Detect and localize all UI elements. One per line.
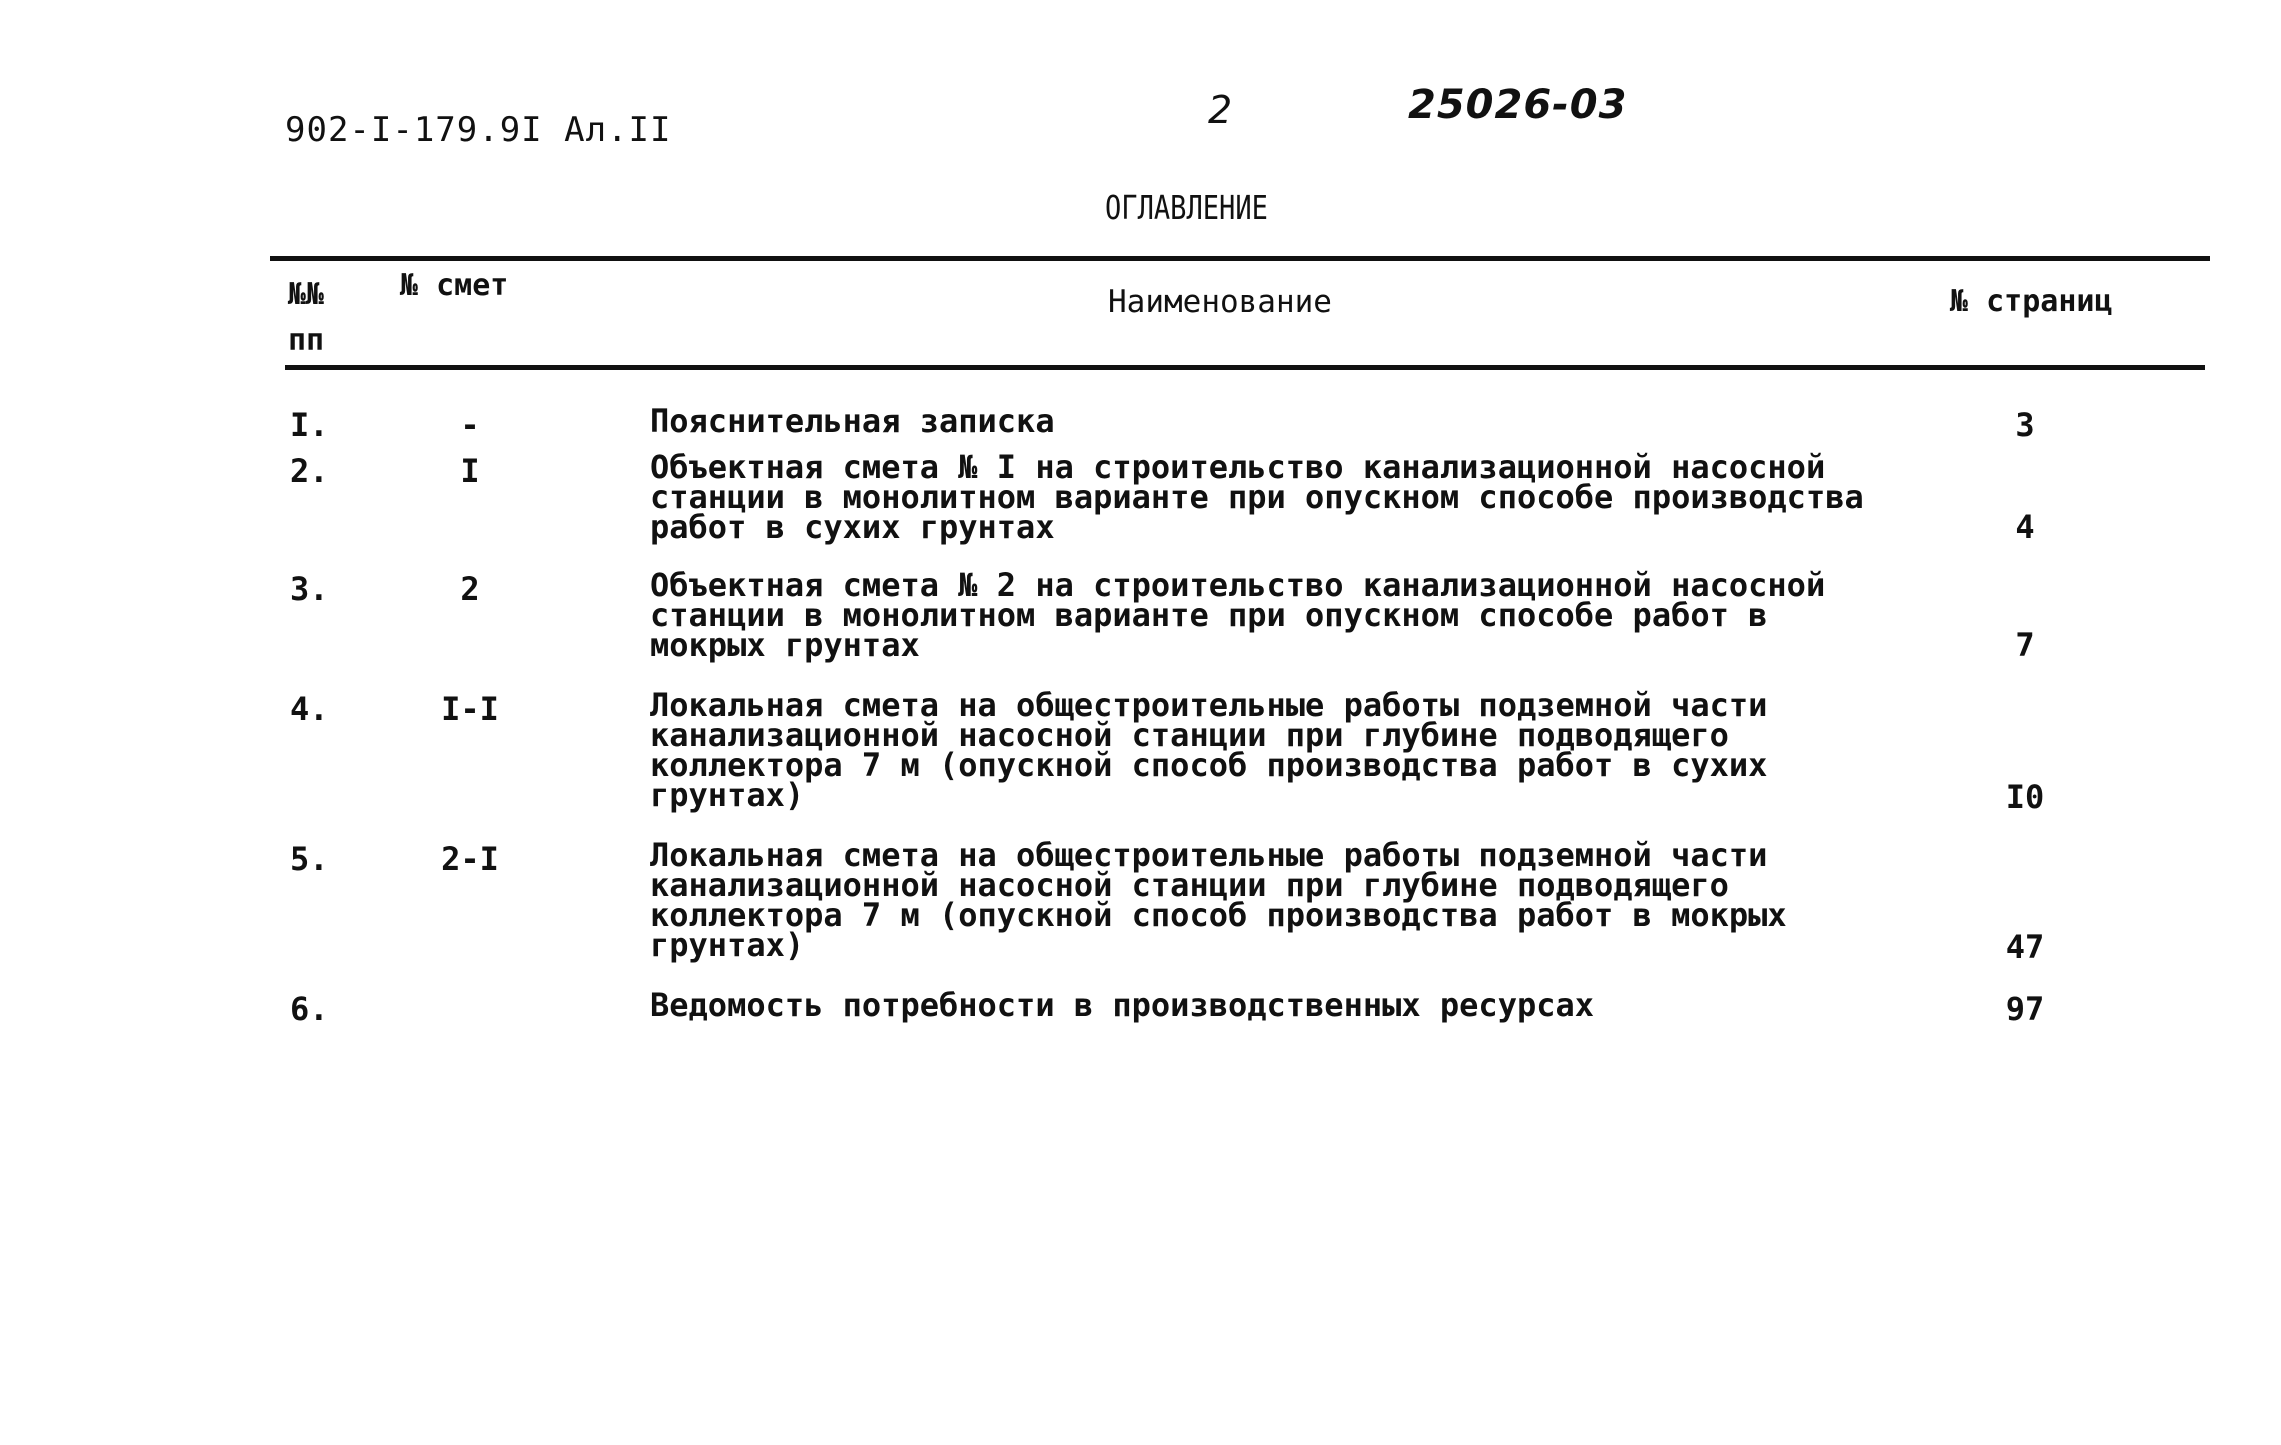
row-page: 97 (2005, 990, 2045, 1028)
row-number: I. (290, 406, 329, 444)
row-page: 7 (2015, 626, 2035, 664)
row-page: 3 (2015, 406, 2035, 444)
row-estimate: 2 (460, 570, 480, 608)
stamp-number: 25026-03 (1408, 82, 1628, 128)
row-number: 5. (290, 840, 329, 878)
row-name: Пояснительная записка (650, 402, 1055, 440)
column-header-name: Наименование (1108, 284, 1332, 320)
row-estimate: I-I (441, 690, 499, 728)
row-estimate: - (460, 406, 480, 444)
page-number: 2 (1208, 88, 1233, 132)
row-name: Ведомость потребности в производственных ресурсах (650, 986, 1595, 1024)
document-code: 902-I-179.9I Ал.II (285, 110, 672, 150)
column-header-number: №№ пп (288, 277, 325, 358)
page-title: ОГЛАВЛЕНИЕ (1105, 188, 1268, 227)
row-estimate: 2-I (441, 840, 499, 878)
row-number: 4. (290, 690, 329, 728)
row-page: 47 (2005, 928, 2045, 966)
column-header-pages: № страниц (1950, 284, 2113, 319)
row-page: I0 (2005, 778, 2045, 816)
row-number: 3. (290, 570, 329, 608)
row-number: 6. (290, 990, 329, 1028)
row-name: Локальная смета на общестроительные работы подземной части канализационной насосной станции при глубине подводящего коллектора 7 м (опускной способ производства работ в сухих грунтах) (650, 686, 1768, 814)
row-name: Объектная смета № 2 на строительство канализационной насосной станции в монолитном варианте при опускном способе работ в мокрых грунтах (650, 566, 1826, 664)
row-number: 2. (290, 452, 329, 490)
row-name: Локальная смета на общестроительные работы подземной части канализационной насосной станции при глубине подводящего коллектора 7 м (опускной способ производства работ в мокрых грунтах) (650, 836, 1787, 964)
row-name: Объектная смета № I на строительство канализационной насосной станции в монолитном варианте при опускном способе производства работ в сухих грунтах (650, 448, 1864, 546)
column-header-estimate: № смет (400, 268, 509, 303)
row-page: 4 (2015, 508, 2035, 546)
table-header-rule (285, 365, 2205, 370)
table-top-rule (270, 256, 2210, 261)
row-estimate: I (460, 452, 480, 490)
